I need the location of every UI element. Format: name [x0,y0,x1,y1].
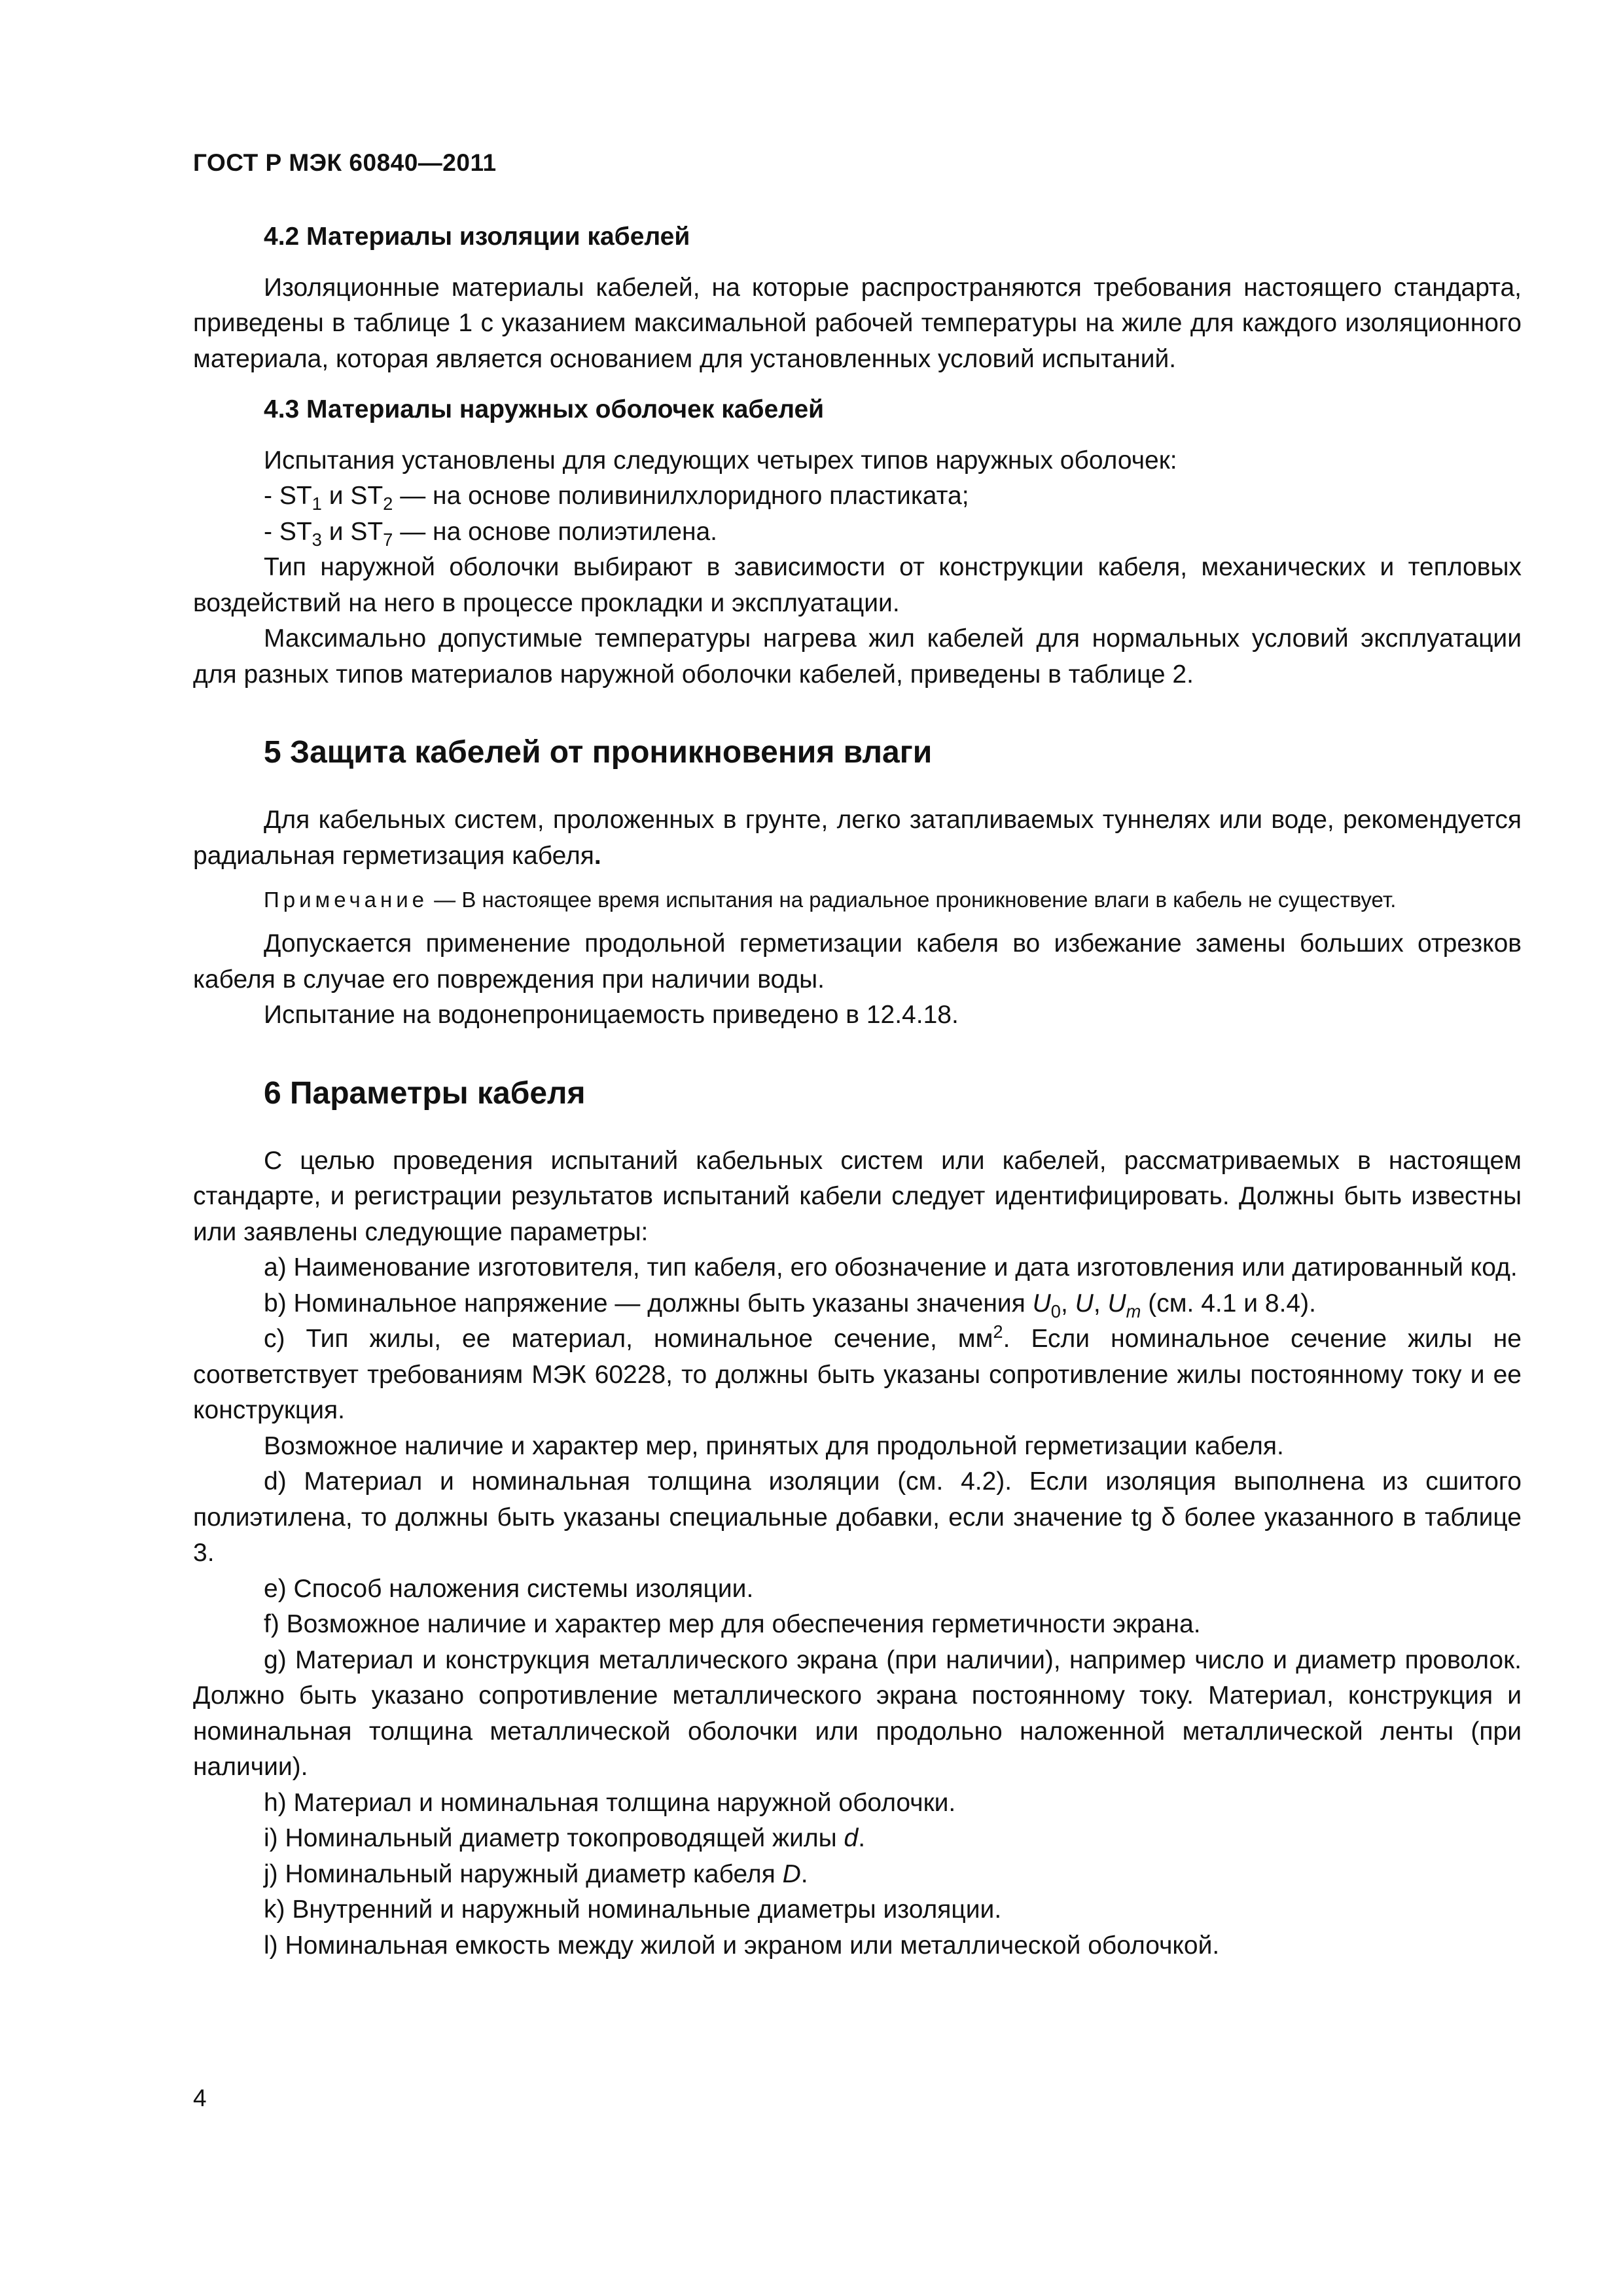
list-item-6-j: j) Номинальный наружный диаметр кабеля D. [264,1859,808,1888]
subsection-title-4-3: 4.3 Материалы наружных оболочек кабелей [264,395,825,423]
list-item-6-h: h) Материал и номинальная толщина наружной оболочки. [264,1788,956,1817]
paragraph-4-3-temps: Максимально допустимые температуры нагрева жил кабелей для нормальных условий эксплуатации для разных типов материалов наружной оболочки кабелей, приведены в таблице 2. [193,624,1522,689]
list-item-6-a: a) Наименование изготовителя, тип кабеля, его обозначение и дата изготовления или датированный код. [264,1253,1518,1282]
paragraph-5-longitudinal: Допускается применение продольной герметизации кабеля во избежание замены больших отрезков кабеля в случае его повреждения при наличии воды. [193,929,1522,994]
paragraph-4-3-type: Тип наружной оболочки выбирают в зависимости от конструкции кабеля, механических и тепловых воздействий на него в процессе прокладки и эксплуатации. [193,553,1522,617]
page-content [193,219,1522,1964]
section-title-5: 5 Защита кабелей от проникновения влаги [264,735,933,770]
list-item-sheath-pvc: - $ST_1$ и $ST_2$ — на основе поливинилхлоридного пластиката; [264,482,969,514]
subsection-title-4-2: 4.2 Материалы изоляции кабелей [264,223,690,251]
paragraph-5-test: Испытание на водонепроницаемость приведено в 12.4.18. [264,1001,959,1029]
list-item-6-c: c) Тип жилы, ее материал, номинальное сечение, $мм^2$. Если номинальное сечение жилы не соответствует требованиям МЭК 60228, то должны быть указаны сопротивление жилы постоянному току и ее конструкция. [193,1321,1522,1424]
paragraph-6-c-extra: Возможное наличие и характер мер, принятых для продольной герметизации кабеля. [264,1431,1284,1460]
list-item-6-l: l) Номинальная емкость между жилой и экраном или металлической оболочкой. [264,1931,1220,1960]
paragraph-6-intro: С целью проведения испытаний кабельных систем или кабелей, рассматриваемых в настоящем стандарте, и регистрации результатов испытаний кабели следует идентифицировать. Должны быть известны или заявлены следующие параметры: [193,1146,1522,1246]
section-title-6: 6 Параметры кабеля [264,1075,586,1111]
paragraph-4-3-intro: Испытания установлены для следующих четырех типов наружных оболочек: [264,446,1177,475]
paragraph-5-radial: Для кабельных систем, проложенных в грунте, легко затапливаемых туннелях или воде, рекомендуется радиальная герметизация кабеля. [193,806,1522,870]
list-item-6-g: g) Материал и конструкция металлического экрана (при наличии), например число и диаметр проволок. Должно быть указано сопротивление металлического экрана постоянному току. Материал, конструкция и номинальная толщина металлической оболочки или продольно наложенной металлической ленты (при наличии). [193,1645,1522,1781]
page-number: 4 [193,2085,207,2111]
document-id-header: ГОСТ Р МЭК 60840—2011 [193,149,497,176]
list-item-6-e: e) Способ наложения системы изоляции. [264,1574,754,1603]
list-item-sheath-pe: - $ST_3$ и $ST_7$ — на основе полиэтилена. [264,517,718,550]
paragraph-4-2: Изоляционные материалы кабелей, на которые распространяются требования настоящего стандарта, приведены в таблице 1 с указанием максимальной рабочей температуры на жиле для каждого изоляционного материала, которая является основанием для установленных условий испытаний. [193,273,1522,373]
list-item-6-f: f) Возможное наличие и характер мер для обеспечения герметичности экрана. [264,1610,1201,1638]
list-item-6-i: i) Номинальный диаметр токопроводящей жилы d. [264,1824,866,1852]
list-item-6-d: d) Материал и номинальная толщина изоляции (см. 4.2). Если изоляция выполнена из сшитого полиэтилена, то должны быть указаны специальные добавки, если значение tg δ более указанного в таблице 3. [193,1467,1522,1567]
note-5: Примечание — В настоящее время испытания на радиальное проникновение влаги в кабель не существует. [264,888,1397,912]
note-label: Примечание [264,888,429,912]
list-item-6-b: b) Номинальное напряжение — должны быть указаны значения $U_0$, U, $U_m$ (см. 4.1 и 8.4). [264,1289,1316,1321]
list-item-6-k: k) Внутренний и наружный номинальные диаметры изоляции. [264,1895,1002,1924]
